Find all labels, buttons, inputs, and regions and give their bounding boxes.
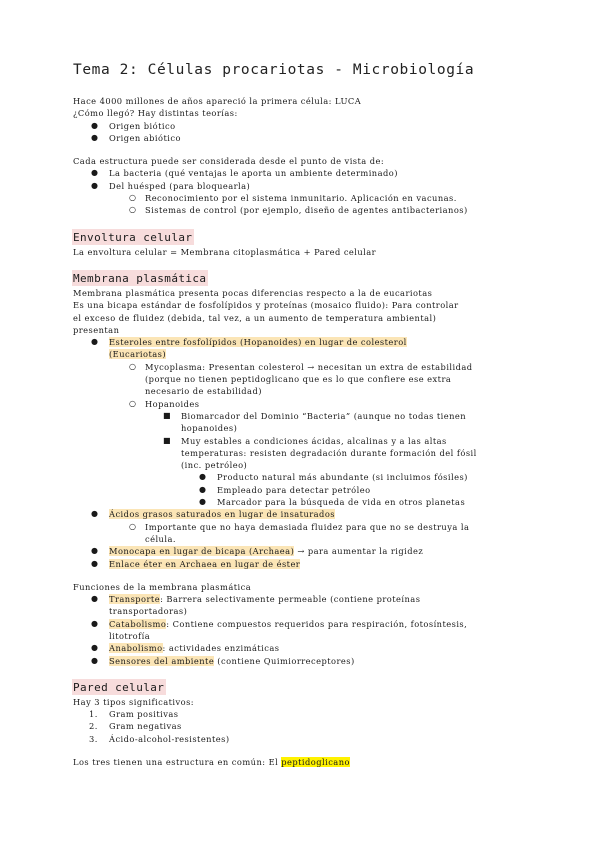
bullet-icon: ● bbox=[91, 618, 99, 628]
list-item: ● Anabolismo: actividades enzimáticas bbox=[91, 643, 280, 654]
list-item: ● Origen abiótico bbox=[91, 132, 181, 143]
theories-list bbox=[73, 120, 533, 145]
membrana-line: Membrana plasmática presenta pocas diferencias respecto a la de eucariotas bbox=[73, 287, 433, 298]
viewpoint-list bbox=[73, 167, 533, 216]
intro-question: ¿Cómo llegó? Hay distintas teorías: bbox=[73, 108, 238, 119]
membrana-line: el exceso de fluidez (debida, tal vez, a un aumento de temperatura ambiental) bbox=[73, 312, 437, 323]
square-bullet-icon: ■ bbox=[163, 410, 172, 420]
bullet-icon: ● bbox=[91, 546, 99, 556]
list-subitem-cont: célula. bbox=[145, 533, 176, 544]
circle-bullet-icon: ○ bbox=[129, 205, 137, 215]
list-deep-item: ● Empleado para detectar petróleo bbox=[199, 484, 371, 495]
funciones-line: Funciones de la membrana plasmática bbox=[73, 581, 252, 592]
list-item: ● Catabolismo: Contiene compuestos requeridos para respiración, fotosíntesis, bbox=[91, 618, 468, 629]
pared-final-line: Los tres tienen una estructura en común: El peptidoglicano bbox=[73, 757, 350, 768]
bullet-icon: ● bbox=[199, 484, 207, 494]
list-subsubitem-cont: temperaturas: resisten degradación durante formación del fósil bbox=[181, 447, 477, 458]
bullet-icon: ● bbox=[91, 594, 99, 604]
circle-bullet-icon: ○ bbox=[129, 521, 137, 531]
list-subitem: ○ Mycoplasma: Presentan colesterol → necesitan un extra de estabilidad bbox=[129, 361, 473, 372]
viewpoint-line: Cada estructura puede ser considerada desde el punto de vista de: bbox=[73, 156, 385, 167]
list-deep-item: ● Marcador para la búsqueda de vida en otros planetas bbox=[199, 497, 466, 508]
bullet-icon: ● bbox=[91, 168, 99, 178]
list-subitem-cont: necesario de estabilidad) bbox=[145, 386, 262, 397]
list-item: ● Del huésped (para bloquearla) bbox=[91, 180, 251, 191]
list-subitem: ○ Sistemas de control (por ejemplo, diseño de agentes antibacterianos) bbox=[129, 205, 468, 216]
circle-bullet-icon: ○ bbox=[129, 361, 137, 371]
list-item: 3. Ácido-alcohol-resistentes) bbox=[89, 733, 230, 744]
bullet-icon: ● bbox=[91, 120, 99, 130]
list-subitem: ○ Reconocimiento por el sistema inmunitario. Aplicación en vacunas. bbox=[129, 193, 457, 204]
pared-line: Hay 3 tipos significativos: bbox=[73, 696, 195, 707]
bullet-icon: ● bbox=[91, 180, 99, 190]
list-item: 2. Gram negativas bbox=[89, 721, 182, 732]
list-subsubitem-cont: (inc. petróleo) bbox=[181, 460, 248, 471]
list-item: ● Ácidos grasos saturados en lugar de insaturados bbox=[91, 509, 335, 520]
bullet-icon: ● bbox=[91, 509, 99, 519]
bullet-icon: ● bbox=[91, 132, 99, 142]
membrana-list bbox=[73, 336, 533, 570]
heading-pared: Pared celular bbox=[73, 680, 165, 694]
bullet-icon: ● bbox=[199, 472, 207, 482]
circle-bullet-icon: ○ bbox=[129, 193, 137, 203]
list-item-cont: (Eucariotas) bbox=[109, 349, 167, 360]
envoltura-line: La envoltura celular = Membrana citoplasmática + Pared celular bbox=[73, 246, 377, 257]
square-bullet-icon: ■ bbox=[163, 435, 172, 445]
list-item: ● Transporte: Barrera selectivamente permeable (contiene proteínas bbox=[91, 594, 421, 605]
list-deep-item: ● Producto natural más abundante (si incluimos fósiles) bbox=[199, 472, 468, 483]
circle-bullet-icon: ○ bbox=[129, 398, 137, 408]
list-item: ● Enlace éter en Archaea en lugar de éster bbox=[91, 558, 301, 569]
document-page bbox=[73, 62, 533, 768]
bullet-icon: ● bbox=[91, 558, 99, 568]
bullet-icon: ● bbox=[91, 643, 99, 653]
pared-list bbox=[73, 708, 533, 745]
membrana-line: presentan bbox=[73, 324, 120, 335]
list-subsubitem-cont: hopanoides) bbox=[181, 423, 238, 434]
list-item: ● Origen biótico bbox=[91, 120, 176, 131]
membrana-line: Es una bicapa estándar de fosfolípidos y proteínas (mosaico fluido): Para controlar bbox=[73, 300, 459, 311]
list-number: 2. bbox=[89, 721, 98, 732]
heading-envoltura: Envoltura celular bbox=[73, 230, 193, 244]
highlight-peptidoglicano: peptidoglicano bbox=[281, 757, 350, 768]
bullet-icon: ● bbox=[199, 497, 207, 507]
heading-membrana: Membrana plasmática bbox=[73, 271, 207, 285]
list-item: ● La bacteria (qué ventajas le aporta un ambiente determinado) bbox=[91, 168, 398, 179]
list-number: 3. bbox=[89, 733, 98, 744]
list-item: ● Monocapa en lugar de bicapa (Archaea) → para aumentar la rigidez bbox=[91, 546, 424, 557]
page-title: Tema 2: Células procariotas - Microbiología bbox=[73, 62, 475, 78]
bullet-icon: ● bbox=[91, 337, 99, 347]
list-item-cont: litotrofía bbox=[109, 630, 151, 641]
bullet-icon: ● bbox=[91, 655, 99, 665]
list-item-cont: transportadoras) bbox=[109, 606, 188, 617]
list-subsubitem: ■ Biomarcador del Dominio “Bacteria” (aunque no todas tienen bbox=[163, 410, 467, 421]
list-item: 1. Gram positivas bbox=[89, 709, 179, 720]
list-item: ● Sensores del ambiente (contiene Quimiorreceptores) bbox=[91, 655, 355, 666]
list-subitem: ○ Hopanoides bbox=[129, 398, 200, 409]
list-item: ● Esteroles entre fosfolípidos (Hopanoides) en lugar de colesterol bbox=[91, 337, 407, 348]
list-number: 1. bbox=[89, 709, 98, 720]
list-subsubitem: ■ Muy estables a condiciones ácidas, alcalinas y a las altas bbox=[163, 435, 447, 446]
funciones-list bbox=[73, 593, 533, 667]
intro-line: Hace 4000 millones de años apareció la primera célula: LUCA bbox=[73, 96, 362, 106]
list-subitem-cont: (porque no tienen peptidoglicano que es lo que confiere ese extra bbox=[145, 374, 452, 385]
list-subitem: ○ Importante que no haya demasiada fluidez para que no se destruya la bbox=[129, 521, 470, 532]
